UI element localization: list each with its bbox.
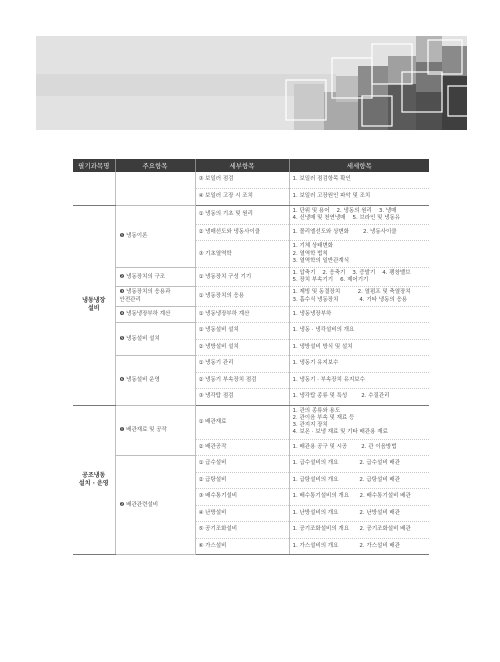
table-row: [73, 205, 429, 224]
subject-cell: 공조냉동 설치 · 운영: [73, 405, 115, 554]
cube-pattern-graphic: [36, 36, 467, 130]
sub-item-cell: ⑥ 가스설비: [195, 538, 289, 555]
detail-item-cell: [289, 389, 429, 406]
detail-item-cell: [289, 287, 429, 306]
detail-line: 4. 신냉매 및 천연냉매 5. 브라인 및 냉동유: [292, 214, 401, 221]
table-row: [73, 268, 429, 287]
sub-item-cell: ② 급탕설비: [195, 472, 289, 489]
detail-item-cell: [289, 241, 429, 268]
detail-line: 1. 급수설비의 개요 2. 급수설비 배관: [292, 460, 401, 467]
detail-item-cell: [289, 439, 429, 456]
detail-item-cell: [289, 224, 429, 241]
detail-line: 1. 냉동기 유지보수: [292, 360, 339, 367]
detail-item-cell: [289, 323, 429, 340]
detail-line: 5. 장치 부속기기 6. 제어기기: [292, 277, 369, 284]
table-row: [73, 287, 429, 306]
detail-item-cell: [289, 189, 429, 206]
detail-line: 1. 냉각탑 종류 및 특성 2. 수질관리: [292, 393, 390, 400]
table-row: [73, 172, 429, 189]
sub-item-cell: ② 냉방설비 설치: [195, 339, 289, 356]
sub-item-cell: ③ 기초열역학: [195, 241, 289, 268]
detail-item-cell: [289, 489, 429, 506]
main-item-cell: ❺ 냉동설비 설치: [115, 323, 195, 356]
sub-item-cell: ③ 냉각탑 점검: [195, 389, 289, 406]
table-row: [73, 356, 429, 373]
sub-item-cell: ③ 보일러 점검: [195, 172, 289, 189]
main-item-cell: ❷ 배관관련설비: [115, 456, 195, 555]
sub-item-cell: ① 냉동장치 구성 기기: [195, 268, 289, 287]
sub-item-cell: ① 냉동의 기초 및 원리: [195, 205, 289, 224]
sub-item-cell: ② 냉동기 부속장치 점검: [195, 372, 289, 389]
main-item-cell: ❶ 배관재료 및 공작: [115, 405, 195, 455]
detail-line: 1. 난방설비의 개요 2. 난방설비 배관: [292, 509, 401, 516]
sub-item-cell: ① 배관재료: [195, 405, 289, 439]
main-item-cell: ❷ 냉동장치의 구조: [115, 268, 195, 287]
detail-line: 1. 배수통기설비의 개요 2. 배수통기설비 배관: [292, 493, 411, 500]
detail-item-cell: [289, 205, 429, 224]
detail-item-cell: [289, 456, 429, 473]
detail-item-cell: [289, 339, 429, 356]
sub-item-cell: ④ 보일러 고장 시 조치: [195, 189, 289, 206]
detail-line: 1. 배관용 공구 및 시공 2. 관 이음방법: [292, 443, 397, 450]
detail-line: 1. 보일러 고장원인 파악 및 조치: [292, 193, 371, 200]
detail-item-cell: [289, 522, 429, 539]
table-row: [73, 323, 429, 340]
sub-item-cell: ③ 배수통기설비: [195, 489, 289, 506]
detail-line: 1. 냉동 · 냉각설비의 개요: [292, 327, 355, 334]
detail-line: 1. 가스설비의 개요 2. 가스설비 배관: [292, 542, 401, 549]
detail-line: 1. 몰리엘선도와 상변화 2. 냉동사이클: [292, 229, 397, 236]
detail-item-cell: [289, 372, 429, 389]
detail-line: 1. 급탕설비의 개요 2. 급탕설비 배관: [292, 476, 401, 483]
detail-line: 1. 제빙 및 동결장치 2. 열펌프 및 축열장치: [292, 289, 411, 296]
detail-line: 1. 기체 상태변화: [292, 243, 334, 250]
header-detail-item: 세세항목: [289, 159, 429, 172]
detail-item-cell: [289, 505, 429, 522]
detail-item-cell: [289, 538, 429, 555]
header-main-item: 주요항목: [115, 159, 195, 172]
detail-line: 1. 단위 및 용어 2. 냉동의 원리 3. 냉매: [292, 207, 397, 214]
table-row: [73, 405, 429, 439]
sub-item-cell: ① 냉동설비 설치: [195, 323, 289, 340]
detail-line: 1. 압축기 2. 응축기 3. 증발기 4. 팽창밸브: [292, 270, 411, 277]
detail-line: 1. 냉방설비 방식 및 설치: [292, 343, 353, 350]
detail-item-cell: [289, 268, 429, 287]
detail-item-cell: [289, 306, 429, 323]
detail-line: 1. 공기조화설비의 개요 2. 공기조화설비 배관: [292, 526, 411, 533]
detail-item-cell: [289, 172, 429, 189]
detail-line: 1. 냉동기 · 부속장치 유지보수: [292, 376, 365, 383]
table-row: [73, 306, 429, 323]
header-banner-graphic: [36, 36, 467, 130]
main-item-cell: ❹ 냉동냉장부하 계산: [115, 306, 195, 323]
table-body: [73, 172, 429, 555]
subject-cell: 냉동냉장 설비: [73, 205, 115, 405]
main-item-cell: [115, 172, 195, 205]
sub-item-cell: ① 급수설비: [195, 456, 289, 473]
detail-line: 2. 열역학 법칙: [292, 250, 328, 257]
sub-item-cell: ⑤ 공기조화설비: [195, 522, 289, 539]
detail-line: 3. 흡수식 냉동장치 4. 기타 냉동의 응용: [292, 296, 408, 303]
main-item-cell: ❶ 냉동이론: [115, 205, 195, 268]
table-row: [73, 456, 429, 473]
table-header-row: [73, 159, 429, 172]
header-subject: 필기과목명: [73, 159, 115, 172]
detail-line: 1. 보일러 점검항목 확인: [292, 176, 351, 183]
detail-line: 2. 관이음 부속 및 재료 등: [292, 415, 355, 422]
detail-item-cell: [289, 472, 429, 489]
detail-line: 4. 보온 · 보냉 재료 및 기타 배관용 재료: [292, 429, 388, 436]
sub-item-cell: ② 냉매선도와 냉동사이클: [195, 224, 289, 241]
sub-item-cell: ④ 난방설비: [195, 505, 289, 522]
header-sub-item: 세부항목: [195, 159, 289, 172]
detail-line: 1. 냉동냉장부하: [292, 310, 332, 317]
sub-item-cell: ① 냉동기 관리: [195, 356, 289, 373]
detail-item-cell: [289, 405, 429, 439]
detail-line: 3. 관지지 장치: [292, 422, 328, 429]
detail-line: 3. 열역학의 일반관계식: [292, 257, 350, 264]
detail-line: 1. 관의 종류와 용도: [292, 407, 341, 414]
sub-item-cell: ① 냉동냉장부하 계산: [195, 306, 289, 323]
sub-item-cell: ① 냉동장치의 응용: [195, 287, 289, 306]
main-item-cell: ❻ 냉동설비 운영: [115, 356, 195, 406]
sub-item-cell: ② 배관공작: [195, 439, 289, 456]
subject-cell: [73, 172, 115, 205]
syllabus-table: [73, 159, 429, 555]
detail-item-cell: [289, 356, 429, 373]
main-item-cell: ❸ 냉동장치의 응용과 안전관리: [115, 287, 195, 306]
